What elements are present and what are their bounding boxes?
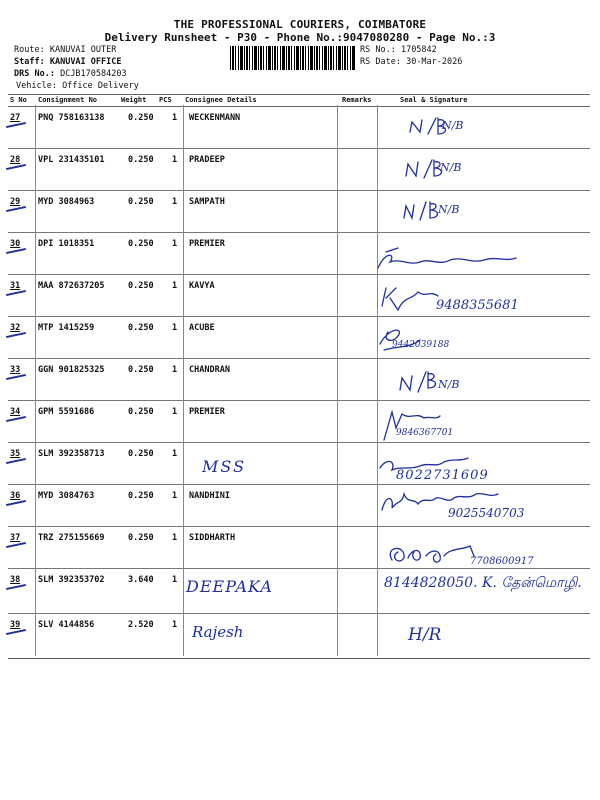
row-sno: 27 — [10, 113, 21, 123]
row-pcs: 1 — [172, 620, 178, 630]
handwritten-seal-33: N/B — [438, 378, 460, 391]
rs-no-label: RS No.: — [360, 45, 396, 55]
divider — [35, 105, 36, 656]
row-consignment: TRZ 275155669 — [38, 533, 105, 543]
row-consignment: MYD 3084763 — [38, 491, 95, 501]
row-pcs: 1 — [172, 407, 178, 417]
row-weight: 0.250 — [128, 323, 154, 333]
row-pcs: 1 — [172, 197, 178, 207]
route-line — [14, 45, 116, 55]
vehicle-value: Office Delivery — [62, 81, 139, 91]
row-pcs: 1 — [172, 575, 178, 585]
tick-mark — [6, 122, 26, 128]
row-consignee: SAMPATH — [189, 197, 225, 207]
row-pcs: 1 — [172, 533, 178, 543]
tick-mark — [6, 206, 26, 212]
table-row — [8, 401, 590, 443]
handwritten-seal-36: 9025540703 — [448, 506, 525, 520]
row-consignee: PREMIER — [189, 407, 225, 417]
row-consignee: SIDDHARTH — [189, 533, 236, 543]
runsheet-title: Delivery Runsheet - P30 - Phone No.:9047080280 - Page No.:3 — [104, 31, 496, 44]
tick-mark — [6, 332, 26, 338]
tick-mark — [6, 290, 26, 296]
row-consignee: NANDHINI — [189, 491, 230, 501]
row-consignee: PREMIER — [189, 239, 225, 249]
tick-mark — [6, 542, 26, 548]
row-consignee: ACUBE — [189, 323, 215, 333]
row-pcs: 1 — [172, 281, 178, 291]
row-consignment: VPL 231435101 — [38, 155, 105, 165]
row-consignment: MYD 3084963 — [38, 197, 95, 207]
row-pcs: 1 — [172, 155, 178, 165]
table-row — [8, 107, 590, 149]
handwritten-consignee-39: Rajesh — [192, 623, 244, 641]
row-sno: 32 — [10, 323, 21, 333]
handwritten-seal-37: 7708600917 — [470, 556, 534, 567]
rs-date-label: RS Date: — [360, 57, 401, 67]
row-sno: 33 — [10, 365, 21, 375]
row-weight: 0.250 — [128, 113, 154, 123]
row-pcs: 1 — [172, 239, 178, 249]
divider — [337, 105, 338, 656]
row-sno: 35 — [10, 449, 21, 459]
divider — [183, 105, 184, 656]
row-consignment: GPM 5591686 — [38, 407, 95, 417]
rs-no-value: 1705842 — [400, 45, 437, 55]
col-sno: S No — [10, 96, 27, 104]
col-weight: Weight — [121, 96, 147, 104]
col-consignee: Consignee Details — [185, 96, 257, 104]
staff-line — [14, 57, 122, 67]
row-pcs: 1 — [172, 365, 178, 375]
rs-no-line — [360, 45, 437, 55]
handwritten-seal-29: N/B — [438, 203, 460, 216]
row-consignment: MTP 1415259 — [38, 323, 95, 333]
divider — [377, 105, 378, 656]
row-consignee: WECKENMANN — [189, 113, 241, 123]
vehicle-label: Vehicle: — [16, 81, 57, 91]
table-row — [8, 443, 590, 485]
tick-mark — [6, 248, 26, 254]
row-consignment: MAA 872637205 — [38, 281, 105, 291]
drs-label: DRS No.: — [14, 69, 55, 79]
staff-label: Staff: — [14, 57, 45, 67]
row-sno: 30 — [10, 239, 21, 249]
row-consignee: KAVYA — [189, 281, 215, 291]
table-header — [8, 94, 590, 107]
row-pcs: 1 — [172, 449, 178, 459]
col-seal: Seal & Signature — [400, 96, 468, 104]
rs-date-line — [360, 57, 462, 67]
row-weight: 0.250 — [128, 449, 154, 459]
handwritten-seal-27: N/B — [442, 119, 464, 132]
table-row — [8, 614, 590, 659]
runsheet-barcode — [230, 46, 356, 70]
row-weight: 0.250 — [128, 197, 154, 207]
tick-mark — [6, 584, 26, 590]
row-pcs: 1 — [172, 113, 178, 123]
tick-mark — [6, 458, 26, 464]
handwritten-consignee-38: DEEPAKA — [186, 577, 273, 596]
row-consignment: SLV 4144856 — [38, 620, 95, 630]
row-weight: 0.250 — [128, 239, 154, 249]
drs-value: DCJB170584203 — [60, 69, 127, 79]
row-consignee: CHANDRAN — [189, 365, 230, 375]
row-pcs: 1 — [172, 323, 178, 333]
route-value: KANUVAI OUTER — [49, 45, 117, 55]
row-weight: 0.250 — [128, 155, 154, 165]
handwritten-seal-35: 8022731609 — [396, 468, 489, 483]
tick-mark — [6, 629, 26, 635]
handwritten-seal-31: 9488355681 — [436, 298, 519, 313]
company-name: THE PROFESSIONAL COURIERS, COIMBATORE — [173, 18, 427, 31]
row-consignment: SLM 392358713 — [38, 449, 105, 459]
row-weight: 3.640 — [128, 575, 154, 585]
table-row — [8, 359, 590, 401]
row-sno: 38 — [10, 575, 21, 585]
col-remarks: Remarks — [342, 96, 372, 104]
row-weight: 0.250 — [128, 281, 154, 291]
row-consignee: PRADEEP — [189, 155, 225, 165]
handwritten-seal-34: 9846367701 — [396, 428, 454, 438]
row-pcs: 1 — [172, 491, 178, 501]
row-sno: 29 — [10, 197, 21, 207]
table-row — [8, 149, 590, 191]
staff-value: KANUVAI OFFICE — [49, 57, 122, 67]
tick-mark — [6, 164, 26, 170]
row-consignment: SLM 392353702 — [38, 575, 105, 585]
handwritten-seal-38: 8144828050. K. தேன்மொழி. — [384, 575, 582, 591]
handwritten-consignee-35: MSS — [202, 457, 247, 476]
table-row — [8, 233, 590, 275]
drs-line — [14, 69, 127, 79]
tick-mark — [6, 500, 26, 506]
row-sno: 39 — [10, 620, 21, 630]
handwritten-seal-39: H/R — [408, 625, 442, 645]
col-consignment: Consignment No — [38, 96, 98, 104]
row-sno: 34 — [10, 407, 21, 417]
col-pcs: PCS — [159, 96, 172, 104]
vehicle-line — [16, 81, 139, 91]
row-weight: 0.250 — [128, 365, 154, 375]
tick-mark — [6, 374, 26, 380]
row-sno: 31 — [10, 281, 21, 291]
row-sno: 28 — [10, 155, 21, 165]
table-row — [8, 317, 590, 359]
route-label: Route: — [14, 45, 45, 55]
row-consignment: PNQ 758163138 — [38, 113, 105, 123]
row-weight: 0.250 — [128, 407, 154, 417]
row-sno: 36 — [10, 491, 21, 501]
rs-date-value: 30-Mar-2026 — [406, 57, 463, 67]
row-weight: 0.250 — [128, 491, 154, 501]
tick-mark — [6, 416, 26, 422]
table-row — [8, 191, 590, 233]
row-weight: 2.520 — [128, 620, 154, 630]
row-consignment: DPI 1018351 — [38, 239, 95, 249]
handwritten-seal-32: 9442039188 — [392, 340, 450, 350]
row-sno: 37 — [10, 533, 21, 543]
row-consignment: GGN 901825325 — [38, 365, 105, 375]
row-weight: 0.250 — [128, 533, 154, 543]
handwritten-seal-28: N/B — [440, 161, 462, 174]
